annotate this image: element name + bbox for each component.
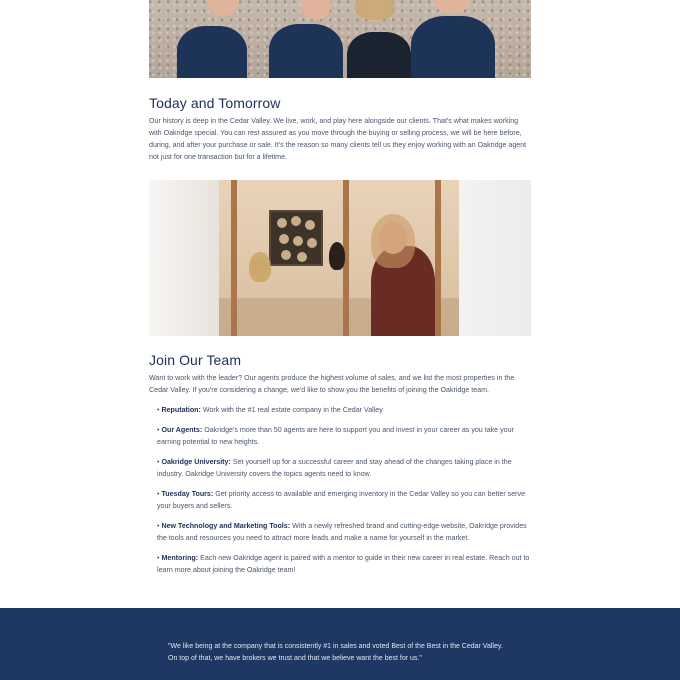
section-title-today: Today and Tomorrow: [149, 95, 281, 111]
section-title-join: Join Our Team: [149, 352, 242, 368]
testimonial-quote: "We like being at the company that is consistently #1 in sales and voted Best of the Best in the Cedar Valley. On top of that, we have brokers we trust and that we believe want the best for us.": [168, 643, 503, 662]
team-photo: [149, 0, 531, 78]
benefit-item: • New Technology and Marketing Tools: With a newly refreshed brand and cutting-edge website, Oakridge provides the tools and resources you need to attract more leads and make a name for yourself in the market.: [157, 522, 527, 542]
benefit-item: • Oakridge University: Set yourself up for a successful career and stay ahead of the changes taking place in the industry. Oakridge University covers the topics agents need to know.: [157, 458, 512, 478]
benefit-item: • Tuesday Tours: Get priority access to available and emerging inventory in the Cedar Valley so you can better serve your buyers and sellers.: [157, 490, 526, 510]
today-paragraph: Our history is deep in the Cedar Valley. We live, work, and play here alongside our clients. That's what makes working with Oakridge special. You can rest assured as you move through the buying or selling process, we will be here before, during, and after your purchase or sale. It's the reason so many clients tell us they enjoy working with an Oakridge agent not just for one transaction but for a lifetime.: [149, 117, 527, 161]
benefit-item: • Our Agents: Oakridge's more than 50 agents are here to support you and invest in your career as you take your earning potential to new heights.: [157, 426, 514, 446]
join-intro-paragraph: Want to work with the leader? Our agents produce the highest volume of sales, and we list the most properties in the Cedar Valley. If you're considering a change, we'd like to show you the benefits of joining the Oakridge team.: [149, 374, 515, 394]
office-photo: [149, 180, 531, 336]
benefit-item: • Mentoring: Each new Oakridge agent is paired with a mentor to guide in their new career in real estate. Reach out to learn more about joining the Oakridge team!: [157, 554, 530, 574]
benefit-item: • Reputation: Work with the #1 real estate company in the Cedar Valley: [157, 406, 383, 414]
